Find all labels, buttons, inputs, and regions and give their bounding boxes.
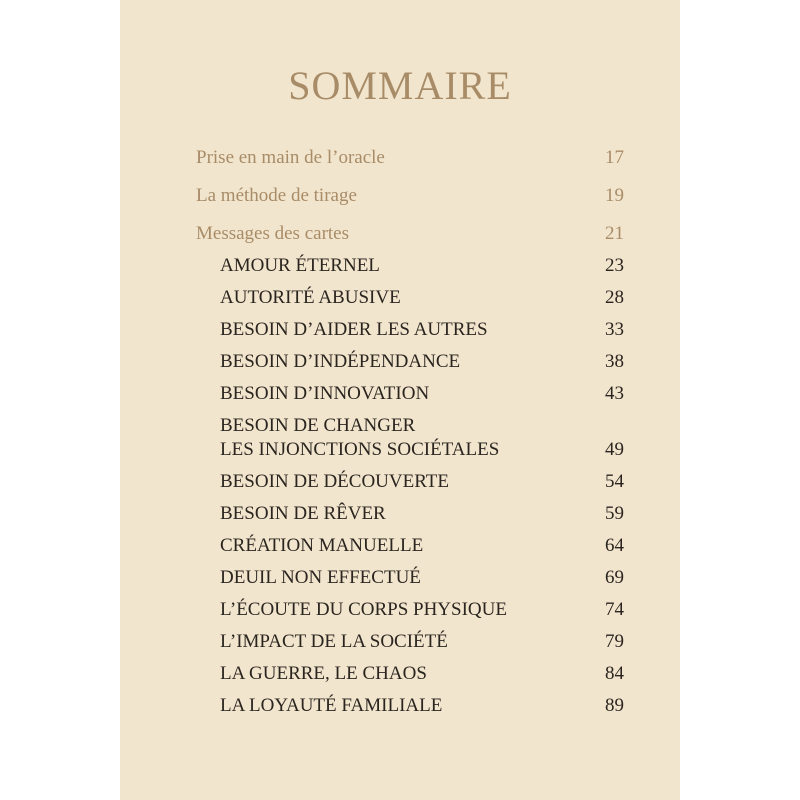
toc-entry-page: 59 — [605, 503, 624, 524]
toc-entry-label: L’IMPACT DE LA SOCIÉTÉ — [220, 631, 448, 652]
toc-entry-label: LA GUERRE, LE CHAOS — [220, 663, 427, 684]
toc-entry-page: 84 — [605, 663, 624, 684]
toc-entry-page: 19 — [605, 185, 624, 206]
toc-entry-label: CRÉATION MANUELLE — [220, 535, 424, 556]
toc-entry-label: La méthode de tirage — [196, 185, 357, 206]
toc-entry-page: 49 — [605, 439, 624, 460]
toc-entry-label: AUTORITÉ ABUSIVE — [220, 287, 401, 308]
toc-entry-page: 69 — [605, 567, 624, 588]
toc-entry-label-continued: LES INJONCTIONS SOCIÉTALES — [220, 439, 500, 460]
toc-entry-label: AMOUR ÉTERNEL — [220, 255, 380, 276]
toc-entry-page: 23 — [605, 255, 624, 276]
book-page — [120, 0, 680, 800]
toc-entry-page: 89 — [605, 695, 624, 716]
toc-entry-label: Prise en main de l’oracle — [196, 147, 385, 168]
toc-entry-page: 21 — [605, 223, 624, 244]
toc-entry-label: BESOIN DE CHANGER — [220, 415, 416, 436]
toc-entry-page: 79 — [605, 631, 624, 652]
toc-card-entry[interactable] — [120, 414, 680, 462]
toc-entry-label: DEUIL NON EFFECTUÉ — [220, 567, 421, 588]
toc-entry-label: LA LOYAUTÉ FAMILIALE — [220, 695, 443, 716]
toc-entry-label: BESOIN DE DÉCOUVERTE — [220, 471, 449, 492]
toc-entry-page: 64 — [605, 535, 624, 556]
toc-entry-page: 43 — [605, 383, 624, 404]
toc-entry-label: Messages des cartes — [196, 223, 350, 244]
table-of-contents — [120, 0, 680, 800]
toc-entry-page: 17 — [605, 147, 624, 168]
toc-entry-page: 54 — [605, 471, 624, 492]
toc-entry-label: BESOIN D’AIDER LES AUTRES — [220, 319, 488, 340]
toc-entry-page: 38 — [605, 351, 624, 372]
toc-entry-page: 74 — [605, 599, 624, 620]
toc-entry-page: 28 — [605, 287, 624, 308]
toc-entry-label: BESOIN D’INDÉPENDANCE — [220, 351, 461, 372]
toc-entry-page: 33 — [605, 319, 624, 340]
page-title: SOMMAIRE — [288, 63, 512, 108]
toc-entry-label: L’ÉCOUTE DU CORPS PHYSIQUE — [220, 599, 507, 620]
toc-entry-label: BESOIN DE RÊVER — [220, 503, 386, 524]
toc-entry-label: BESOIN D’INNOVATION — [220, 383, 430, 404]
